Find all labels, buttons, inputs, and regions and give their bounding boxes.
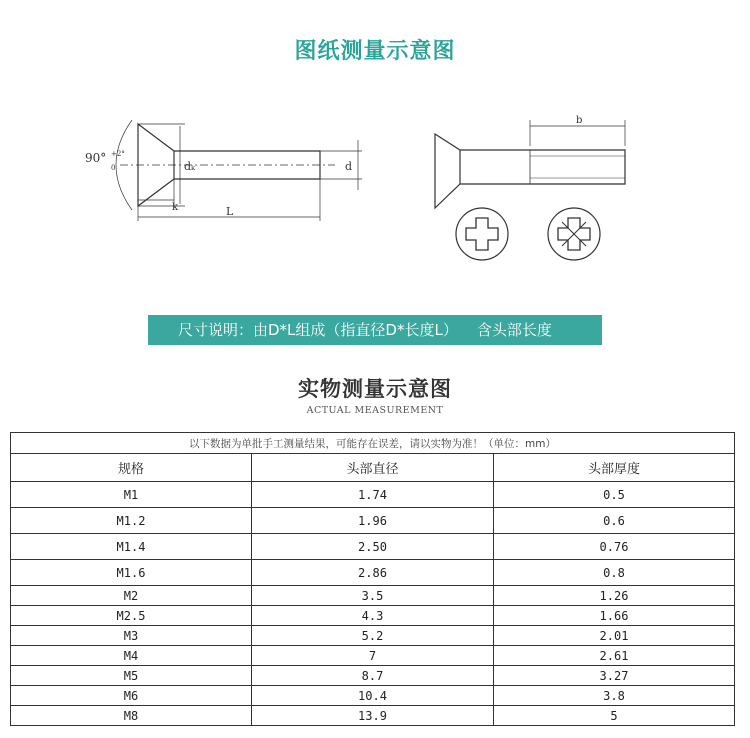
cell-head-thickness: 1.26	[494, 586, 735, 606]
cell-head-diameter: 3.5	[252, 586, 494, 606]
table-row	[11, 560, 735, 586]
cell-head-thickness: 3.8	[494, 686, 735, 706]
cell-head-diameter: 1.96	[252, 508, 494, 534]
table-header-row	[11, 454, 735, 482]
table-row	[11, 646, 735, 666]
cell-head-thickness: 1.66	[494, 606, 735, 626]
cell-head-diameter: 13.9	[252, 706, 494, 726]
cell-spec: M8	[11, 706, 252, 726]
cell-head-thickness: 3.27	[494, 666, 735, 686]
cell-spec: M1.4	[11, 534, 252, 560]
screw-drawing	[80, 96, 660, 286]
size-explanation-banner: 尺寸说明：由D*L组成（指直径D*长度L） 含头部长度	[148, 315, 602, 345]
cell-spec: M1.6	[11, 560, 252, 586]
cell-spec: M1.2	[11, 508, 252, 534]
cell-spec: M6	[11, 686, 252, 706]
table-row	[11, 686, 735, 706]
cell-head-diameter: 8.7	[252, 666, 494, 686]
cell-head-thickness: 5	[494, 706, 735, 726]
header-head-diameter: 头部直径	[252, 454, 494, 482]
cell-head-thickness: 0.8	[494, 560, 735, 586]
table-row	[11, 586, 735, 606]
table-row	[11, 626, 735, 646]
k-label: k	[172, 202, 179, 213]
table-note: 以下数据为单批手工测量结果，可能存在误差，请以实物为准！（单位：mm）	[11, 433, 735, 454]
cell-spec: M2.5	[11, 606, 252, 626]
b-label: b	[576, 115, 583, 126]
table-row	[11, 534, 735, 560]
table-row	[11, 606, 735, 626]
cell-spec: M5	[11, 666, 252, 686]
cell-head-thickness: 0.5	[494, 482, 735, 508]
cell-spec: M3	[11, 626, 252, 646]
dk-label: dₖ	[184, 160, 196, 173]
angle-tolerance-lower: 0	[111, 164, 116, 172]
section-title: 实物测量示意图	[298, 377, 452, 401]
cell-head-thickness: 2.01	[494, 626, 735, 646]
table-row	[11, 706, 735, 726]
angle-tolerance: +2°	[111, 150, 125, 158]
angle-label: 90°	[85, 151, 107, 165]
table-row	[11, 482, 735, 508]
cell-head-diameter: 2.86	[252, 560, 494, 586]
cell-head-thickness: 0.6	[494, 508, 735, 534]
table-row	[11, 666, 735, 686]
L-label: L	[226, 205, 234, 218]
cell-head-diameter: 1.74	[252, 482, 494, 508]
section-subtitle: ACTUAL MEASUREMENT	[306, 405, 444, 416]
drawing-title: 图纸测量示意图	[294, 39, 456, 64]
measurement-table	[10, 432, 735, 726]
cell-spec: M1	[11, 482, 252, 508]
cell-head-diameter: 5.2	[252, 626, 494, 646]
cell-head-diameter: 10.4	[252, 686, 494, 706]
cell-head-diameter: 4.3	[252, 606, 494, 626]
cell-head-thickness: 0.76	[494, 534, 735, 560]
cell-head-diameter: 7	[252, 646, 494, 666]
cell-spec: M4	[11, 646, 252, 666]
header-spec: 规格	[11, 454, 252, 482]
cell-head-diameter: 2.50	[252, 534, 494, 560]
header-head-thickness: 头部厚度	[494, 454, 735, 482]
d-label: d	[345, 160, 353, 173]
cell-head-thickness: 2.61	[494, 646, 735, 666]
table-row	[11, 508, 735, 534]
cell-spec: M2	[11, 586, 252, 606]
